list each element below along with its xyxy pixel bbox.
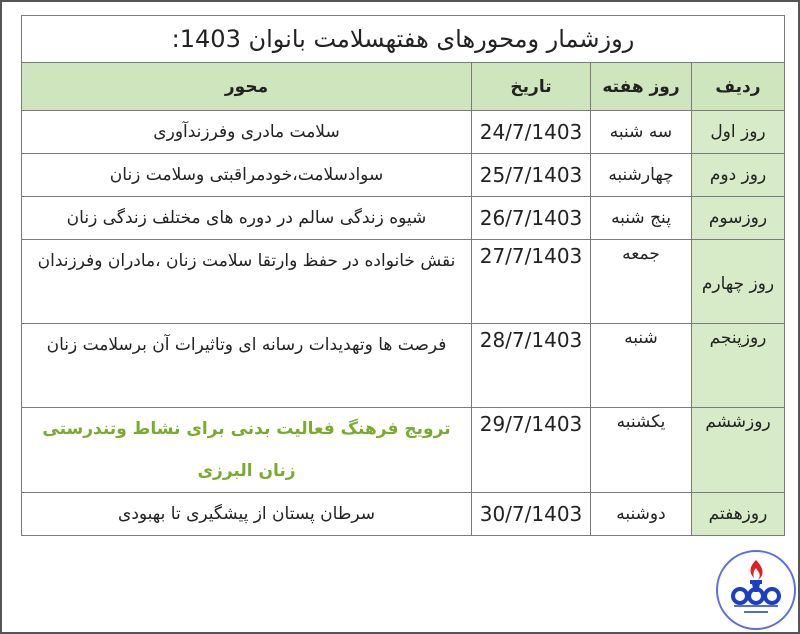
- table-row: [22, 324, 785, 408]
- row-label: روز چهارم: [692, 240, 785, 324]
- row-label: روز اول: [692, 111, 785, 154]
- theme-cell-highlighted: ترویج فرهنگ فعالیت بدنی برای نشاط وتندرستی زنان البرزی: [22, 408, 472, 493]
- table-row: [22, 154, 785, 197]
- row-label: روزششم: [692, 408, 785, 493]
- weekday-cell: دوشنبه: [591, 493, 692, 536]
- weekday-cell: پنج شنبه: [591, 197, 692, 240]
- oil-company-logo-icon: [716, 550, 796, 630]
- weekday-cell: جمعه: [591, 240, 692, 324]
- theme-cell: فرصت ها وتهدیدات رسانه ای وتاثیرات آن برسلامت زنان: [22, 324, 472, 408]
- row-label: روزسوم: [692, 197, 785, 240]
- header-row: ردیف: [692, 63, 785, 111]
- header-theme: محور: [22, 63, 472, 111]
- row-label: روز دوم: [692, 154, 785, 197]
- weekday-cell: یکشنبه: [591, 408, 692, 493]
- table-title: روزشمار ومحورهای هفتهسلامت بانوان 1403:: [22, 16, 785, 63]
- theme-cell: نقش خانواده در حفظ وارتقا سلامت زنان ،مادران وفرزندان: [22, 240, 472, 324]
- weekday-cell: شنبه: [591, 324, 692, 408]
- table-row: [22, 197, 785, 240]
- weekday-cell: چهارشنبه: [591, 154, 692, 197]
- date-cell: 30/7/1403: [472, 493, 591, 536]
- date-cell: 24/7/1403: [472, 111, 591, 154]
- header-weekday: روز هفته: [591, 63, 692, 111]
- date-cell: 25/7/1403: [472, 154, 591, 197]
- date-cell: 26/7/1403: [472, 197, 591, 240]
- row-label: روزپنجم: [692, 324, 785, 408]
- theme-cell: سلامت مادری وفرزندآوری: [22, 111, 472, 154]
- table-row: [22, 240, 785, 324]
- header-date: تاریخ: [472, 63, 591, 111]
- weekday-cell: سه شنبه: [591, 111, 692, 154]
- theme-cell: شیوه زندگی سالم در دوره های مختلف زندگی زنان: [22, 197, 472, 240]
- row-label: روزهفتم: [692, 493, 785, 536]
- theme-cell: سوادسلامت،خودمراقبتی وسلامت زنان: [22, 154, 472, 197]
- date-cell: 28/7/1403: [472, 324, 591, 408]
- table-row: [22, 408, 785, 493]
- table-row: [22, 493, 785, 536]
- date-cell: 27/7/1403: [472, 240, 591, 324]
- theme-cell: سرطان پستان از پیشگیری تا بهبودی: [22, 493, 472, 536]
- table-row: [22, 111, 785, 154]
- health-week-schedule-table: [21, 15, 785, 536]
- date-cell: 29/7/1403: [472, 408, 591, 493]
